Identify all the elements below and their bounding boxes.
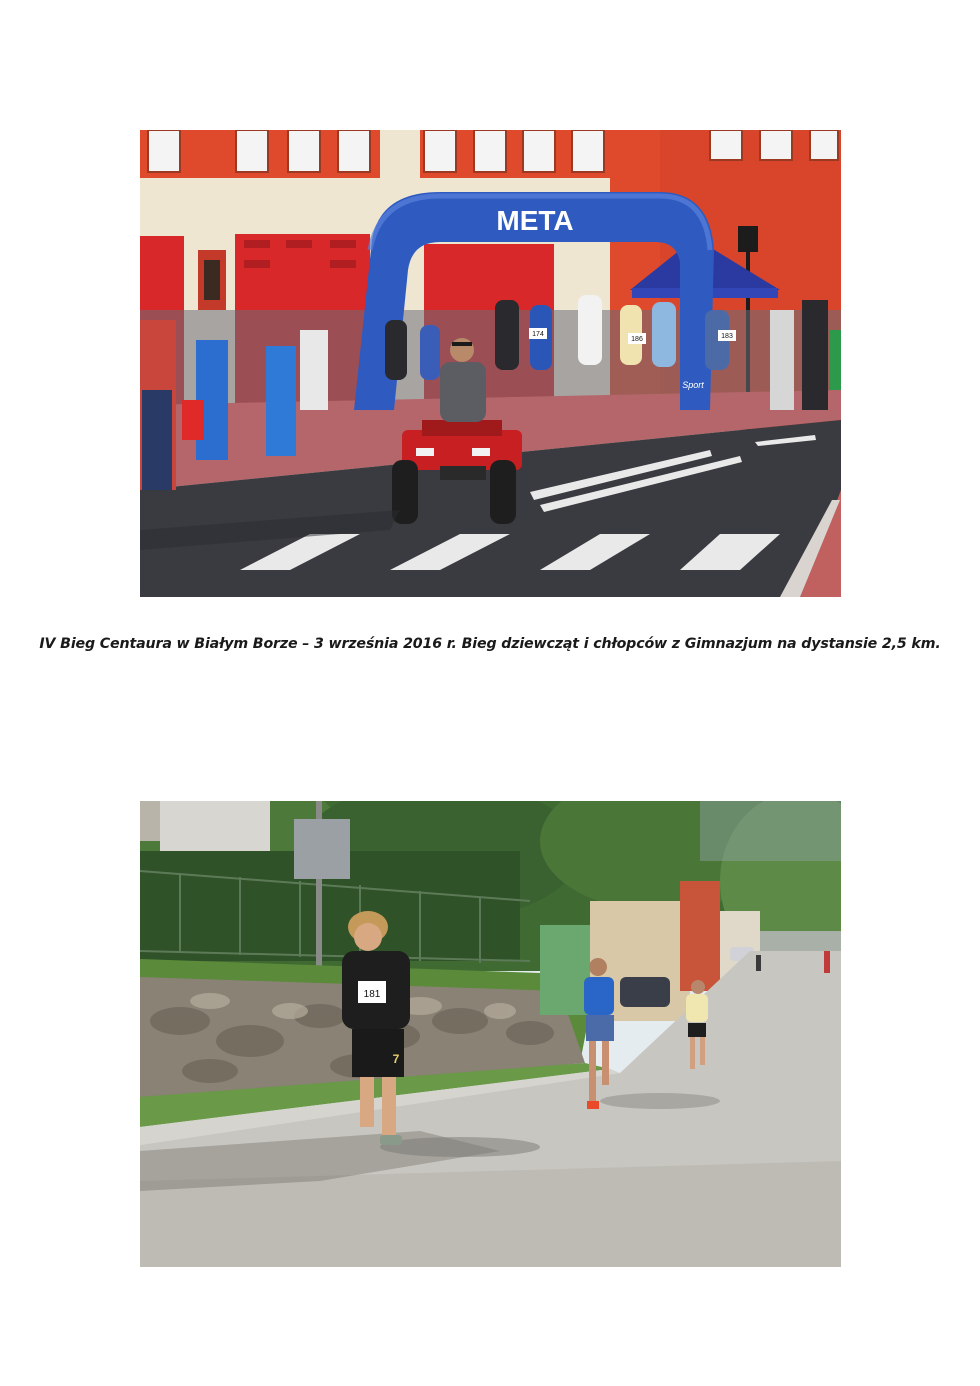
arch-text: META (496, 205, 574, 236)
photo-finish-arch (140, 130, 841, 597)
photo-runners-street (140, 801, 841, 1267)
photo-finish-arch-image (140, 130, 841, 597)
bib-1: 174 (532, 331, 544, 338)
bib-3: 183 (721, 333, 733, 340)
bib-2: 186 (631, 336, 643, 343)
shorts-number: 7 (392, 1052, 400, 1066)
bib-lead: 181 (363, 989, 381, 1000)
photo-caption: IV Bieg Centaura w Białym Borze – 3 września 2016 r. Bieg dziewcząt i chłopców z Gimnazjum na dystansie 2,5 km. (39, 636, 941, 652)
photo-runners-street-image (140, 801, 841, 1267)
arch-logo: Sport (682, 380, 704, 390)
